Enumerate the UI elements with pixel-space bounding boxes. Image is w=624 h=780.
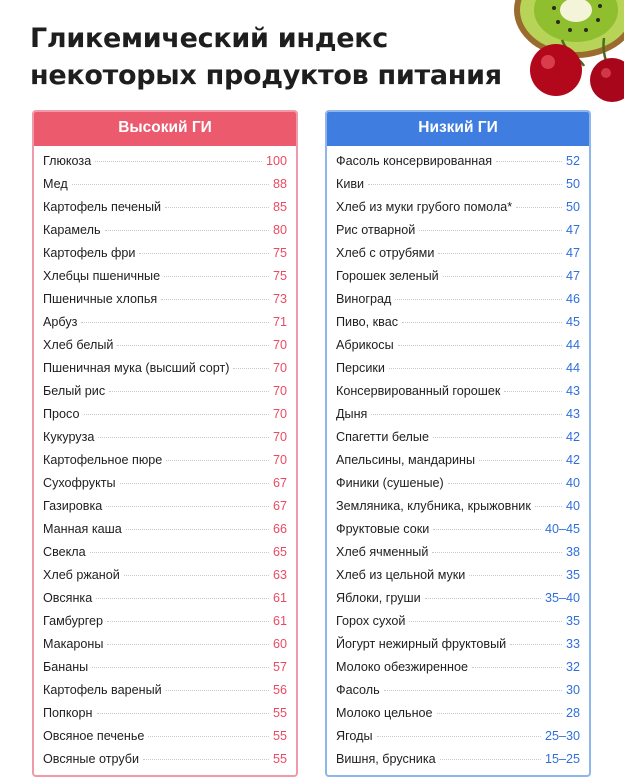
gi-value: 30 [565, 683, 580, 697]
food-name: Свекла [43, 545, 86, 559]
gi-value: 70 [272, 430, 287, 444]
list-item [43, 223, 287, 246]
dot-leader [402, 322, 562, 323]
gi-value: 60 [272, 637, 287, 651]
list-item [336, 407, 580, 430]
dot-leader [395, 299, 562, 300]
food-name: Просо [43, 407, 80, 421]
gi-value: 15–25 [544, 752, 580, 766]
dot-leader [504, 391, 562, 392]
list-item [43, 246, 287, 269]
gi-value: 38 [565, 545, 580, 559]
list-item [43, 430, 287, 453]
high-gi-heading: Высокий ГИ [34, 112, 296, 146]
list-item [43, 614, 287, 637]
dot-leader [437, 713, 562, 714]
list-item [43, 729, 287, 752]
gi-value: 67 [272, 499, 287, 513]
food-name: Попкорн [43, 706, 93, 720]
list-item [336, 177, 580, 200]
food-name: Консервированный горошек [336, 384, 501, 398]
gi-value: 42 [565, 430, 580, 444]
dot-leader [105, 230, 269, 231]
gi-value: 47 [565, 246, 580, 260]
dot-leader [535, 506, 562, 507]
food-name: Дыня [336, 407, 368, 421]
food-name: Персики [336, 361, 385, 375]
food-name: Овсяные отруби [43, 752, 140, 766]
gi-value: 50 [565, 200, 580, 214]
list-item [336, 729, 580, 752]
gi-value: 32 [565, 660, 580, 674]
gi-value: 50 [565, 177, 580, 191]
gi-value: 44 [565, 361, 580, 375]
list-item [336, 591, 580, 614]
gi-value: 63 [272, 568, 287, 582]
gi-value: 57 [272, 660, 287, 674]
list-item [336, 453, 580, 476]
gi-value: 70 [272, 407, 287, 421]
gi-value: 73 [272, 292, 287, 306]
low-gi-panel [325, 110, 591, 777]
list-item [336, 637, 580, 660]
gi-value: 70 [272, 453, 287, 467]
food-name: Овсянка [43, 591, 93, 605]
gi-value: 71 [272, 315, 287, 329]
list-item [43, 407, 287, 430]
dot-leader [398, 345, 562, 346]
gi-value: 40 [565, 476, 580, 490]
gi-value: 67 [272, 476, 287, 490]
low-gi-list [327, 146, 589, 775]
list-item [336, 522, 580, 545]
gi-value: 42 [565, 453, 580, 467]
gi-value: 70 [272, 384, 287, 398]
list-item [43, 154, 287, 177]
food-name: Пшеничная мука (высший сорт) [43, 361, 230, 375]
gi-value: 61 [272, 591, 287, 605]
food-name: Финики (сушеные) [336, 476, 444, 490]
list-item [43, 637, 287, 660]
food-name: Глюкоза [43, 154, 92, 168]
list-item [336, 246, 580, 269]
food-name: Фруктовые соки [336, 522, 430, 536]
gi-value: 85 [272, 200, 287, 214]
dot-leader [469, 575, 562, 576]
list-item [336, 154, 580, 177]
dot-leader [124, 575, 269, 576]
food-name: Овсяное печенье [43, 729, 145, 743]
gi-value: 47 [565, 223, 580, 237]
food-name: Хлеб из муки грубого помола* [336, 200, 513, 214]
list-item [336, 292, 580, 315]
list-item [43, 292, 287, 315]
list-item [43, 591, 287, 614]
list-item [336, 384, 580, 407]
food-name: Манная каша [43, 522, 122, 536]
list-item [43, 269, 287, 292]
food-name: Хлеб белый [43, 338, 114, 352]
gi-value: 33 [565, 637, 580, 651]
list-item [336, 476, 580, 499]
dot-leader [84, 414, 269, 415]
gi-value: 46 [565, 292, 580, 306]
gi-value: 40 [565, 499, 580, 513]
food-name: Мед [43, 177, 68, 191]
dot-leader [377, 736, 541, 737]
dot-leader [479, 460, 562, 461]
dot-leader [161, 299, 269, 300]
dot-leader [510, 644, 562, 645]
dot-leader [384, 690, 562, 691]
list-item [43, 361, 287, 384]
list-item [43, 752, 287, 775]
list-item [43, 315, 287, 338]
list-item [43, 200, 287, 223]
list-item [43, 476, 287, 499]
gi-value: 44 [565, 338, 580, 352]
list-item [336, 499, 580, 522]
dot-leader [148, 736, 269, 737]
dot-leader [166, 690, 269, 691]
dot-leader [97, 713, 269, 714]
food-name: Карамель [43, 223, 101, 237]
food-name: Картофель фри [43, 246, 136, 260]
gi-value: 88 [272, 177, 287, 191]
gi-value: 100 [265, 154, 287, 168]
list-item [43, 453, 287, 476]
food-name: Спагетти белые [336, 430, 429, 444]
kiwi-cherry-icon [484, 0, 624, 110]
dot-leader [516, 207, 562, 208]
dot-leader [433, 437, 562, 438]
list-item [336, 315, 580, 338]
food-name: Кукуруза [43, 430, 95, 444]
dot-leader [98, 437, 269, 438]
dot-leader [233, 368, 269, 369]
dot-leader [432, 552, 562, 553]
list-item [43, 706, 287, 729]
dot-leader [496, 161, 562, 162]
gi-value: 35 [565, 614, 580, 628]
list-item [43, 177, 287, 200]
list-item [43, 338, 287, 361]
list-item [336, 545, 580, 568]
dot-leader [117, 345, 269, 346]
gi-value: 52 [565, 154, 580, 168]
food-name: Хлебцы пшеничные [43, 269, 161, 283]
list-item [43, 683, 287, 706]
food-name: Абрикосы [336, 338, 394, 352]
low-gi-heading: Низкий ГИ [327, 112, 589, 146]
food-name: Молоко обезжиренное [336, 660, 468, 674]
dot-leader [433, 529, 541, 530]
food-name: Фасоль консервированная [336, 154, 493, 168]
food-name: Молоко цельное [336, 706, 433, 720]
gi-value: 70 [272, 361, 287, 375]
food-name: Белый рис [43, 384, 106, 398]
list-item [43, 545, 287, 568]
dot-leader [90, 552, 269, 553]
dot-leader [109, 391, 269, 392]
gi-value: 55 [272, 729, 287, 743]
dot-leader [120, 483, 269, 484]
list-item [336, 223, 580, 246]
dot-leader [92, 667, 269, 668]
dot-leader [139, 253, 269, 254]
food-name: Хлеб из цельной муки [336, 568, 466, 582]
gi-value: 28 [565, 706, 580, 720]
gi-value: 35 [565, 568, 580, 582]
list-item [336, 752, 580, 775]
dot-leader [409, 621, 562, 622]
list-item [43, 660, 287, 683]
dot-leader [371, 414, 562, 415]
food-name: Ягоды [336, 729, 373, 743]
gi-value: 55 [272, 752, 287, 766]
gi-value: 65 [272, 545, 287, 559]
food-name: Макароны [43, 637, 104, 651]
dot-leader [95, 161, 262, 162]
dot-leader [443, 276, 562, 277]
food-name: Хлеб с отрубями [336, 246, 435, 260]
food-name: Картофель вареный [43, 683, 162, 697]
food-name: Яблоки, груши [336, 591, 421, 605]
gi-value: 56 [272, 683, 287, 697]
dot-leader [96, 598, 269, 599]
dot-leader [72, 184, 269, 185]
food-name: Горох сухой [336, 614, 406, 628]
dot-leader [81, 322, 269, 323]
list-item [336, 683, 580, 706]
dot-leader [143, 759, 269, 760]
food-name: Горошек зеленый [336, 269, 439, 283]
gi-value: 80 [272, 223, 287, 237]
list-item [336, 430, 580, 453]
dot-leader [425, 598, 541, 599]
gi-value: 75 [272, 246, 287, 260]
food-name: Газировка [43, 499, 103, 513]
dot-leader [106, 506, 269, 507]
gi-value: 25–30 [544, 729, 580, 743]
food-name: Пиво, квас [336, 315, 398, 329]
food-name: Киви [336, 177, 365, 191]
gi-value: 55 [272, 706, 287, 720]
food-name: Йогурт нежирный фруктовый [336, 637, 507, 651]
dot-leader [419, 230, 562, 231]
title-line-2: некоторых продуктов питания [30, 60, 502, 91]
gi-value: 35–40 [544, 591, 580, 605]
gi-value: 43 [565, 407, 580, 421]
gi-value: 45 [565, 315, 580, 329]
list-item [336, 706, 580, 729]
dot-leader [165, 207, 269, 208]
list-item [336, 614, 580, 637]
gi-value: 61 [272, 614, 287, 628]
high-gi-list [34, 146, 296, 775]
list-item [43, 499, 287, 522]
food-name: Сухофрукты [43, 476, 116, 490]
food-name: Пшеничные хлопья [43, 292, 158, 306]
food-name: Арбуз [43, 315, 78, 329]
dot-leader [166, 460, 269, 461]
gi-value: 70 [272, 338, 287, 352]
dot-leader [107, 621, 269, 622]
dot-leader [107, 644, 269, 645]
food-name: Бананы [43, 660, 89, 674]
dot-leader [438, 253, 562, 254]
food-name: Фасоль [336, 683, 380, 697]
dot-leader [164, 276, 269, 277]
list-item [336, 361, 580, 384]
dot-leader [389, 368, 562, 369]
dot-leader [368, 184, 562, 185]
gi-value: 40–45 [544, 522, 580, 536]
food-name: Земляника, клубника, крыжовник [336, 499, 531, 513]
gi-value: 66 [272, 522, 287, 536]
list-item [336, 269, 580, 292]
gi-value: 43 [565, 384, 580, 398]
list-item [43, 384, 287, 407]
title-line-1: Гликемический индекс [30, 23, 388, 54]
food-name: Гамбургер [43, 614, 104, 628]
dot-leader [448, 483, 562, 484]
food-name: Хлеб ржаной [43, 568, 120, 582]
dot-leader [126, 529, 269, 530]
food-name: Вишня, брусника [336, 752, 436, 766]
gi-value: 75 [272, 269, 287, 283]
food-name: Апельсины, мандарины [336, 453, 476, 467]
list-item [336, 200, 580, 223]
dot-leader [440, 759, 541, 760]
list-item [336, 568, 580, 591]
high-gi-panel [32, 110, 298, 777]
page-title [30, 20, 500, 94]
food-name: Картофельное пюре [43, 453, 163, 467]
food-name: Виноград [336, 292, 392, 306]
list-item [43, 568, 287, 591]
food-name: Рис отварной [336, 223, 416, 237]
gi-value: 47 [565, 269, 580, 283]
food-name: Хлеб ячменный [336, 545, 429, 559]
list-item [336, 338, 580, 361]
list-item [43, 522, 287, 545]
dot-leader [472, 667, 562, 668]
food-name: Картофель печеный [43, 200, 162, 214]
list-item [336, 660, 580, 683]
